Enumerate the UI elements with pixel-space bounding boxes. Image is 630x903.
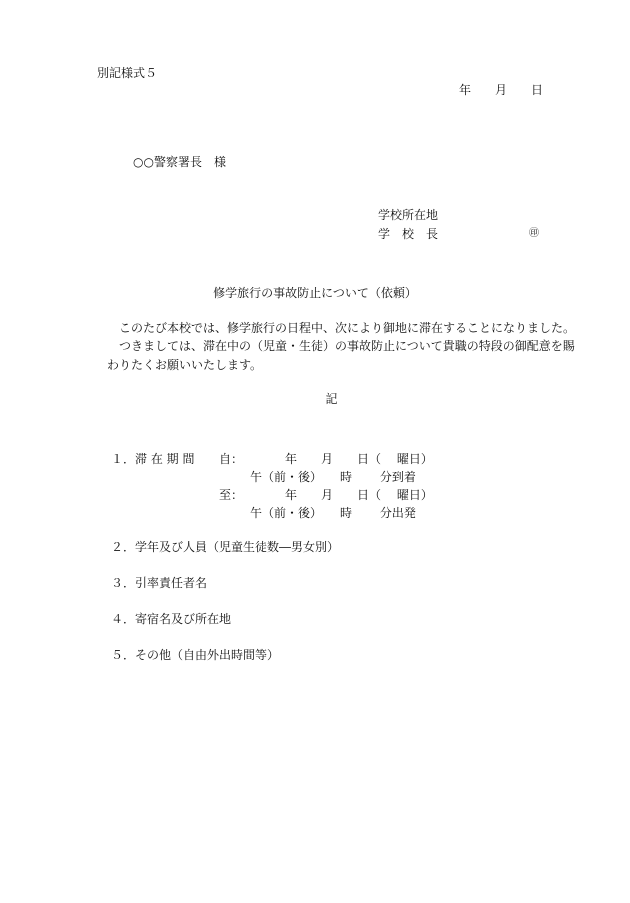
item-5-label: ５．その他（自由外出時間等） [111, 648, 280, 662]
school-head-label: 学 校 長 [378, 227, 439, 241]
school-address-label: 学校所在地 [378, 208, 439, 222]
addressee: ○○警察署長 様 [133, 155, 226, 169]
stay-period-departure-time: 午（前・後） 時 分出発 [250, 506, 416, 520]
body-paragraph-3: わりたくお願いいたします。 [107, 358, 263, 372]
item-3-label: ３．引率責任者名 [111, 576, 208, 590]
seal-mark: ㊞ [529, 228, 539, 239]
ki-heading: 記 [325, 392, 338, 406]
body-paragraph-1: このたび本校では、修学旅行の日程中、次により御地に滞在することになりました。 [119, 321, 576, 335]
item-4-label: ４．寄宿名及び所在地 [111, 612, 232, 626]
item-1-label: １．滞 在 期 間 [111, 452, 195, 466]
item-2-label: ２．学年及び人員（児童生徒数―男女別） [111, 540, 340, 554]
form-label: 別記様式５ [97, 66, 158, 80]
body-paragraph-2: つきましては、滞在中の（児童・生徒）の事故防止について貴職の特段の御配意を賜 [119, 339, 575, 353]
stay-period-arrival-time: 午（前・後） 時 分到着 [250, 470, 416, 484]
stay-period-from: 自： 年 月 日（ 曜日） [219, 452, 433, 466]
date-line: 年 月 日 [459, 83, 544, 97]
document-title: 修学旅行の事故防止について（依頼） [213, 286, 417, 300]
stay-period-to: 至： 年 月 日（ 曜日） [219, 488, 433, 502]
